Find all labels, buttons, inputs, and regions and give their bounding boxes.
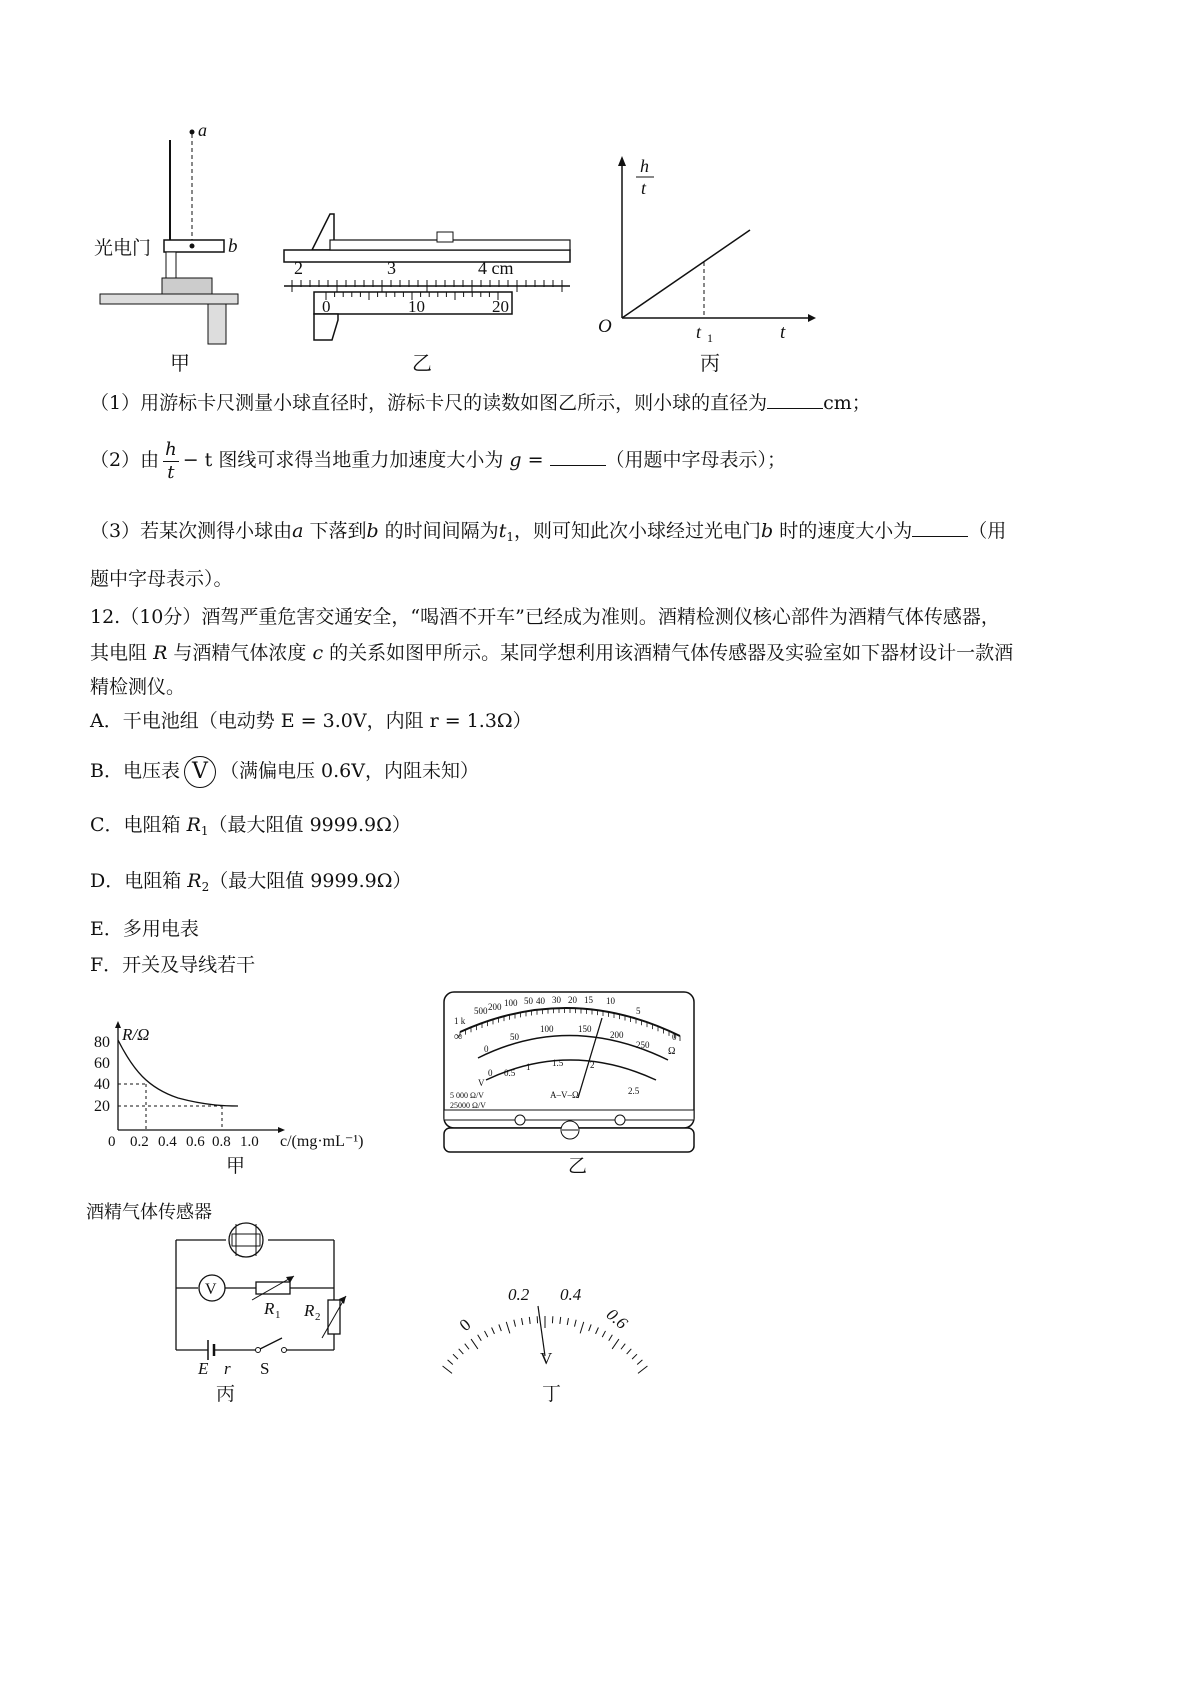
- dial-15: 15: [584, 995, 593, 1005]
- q12-line2: [90, 640, 1013, 666]
- q3-text-d: ，则可知此次小球经过光电门: [513, 520, 761, 542]
- q2-var-g: g: [509, 449, 522, 471]
- mid-50: 50: [510, 1032, 519, 1042]
- caption-yi-bottom: 乙: [568, 1156, 588, 1177]
- q2-text-b: − t 图线可求得当地重力加速度大小为: [182, 449, 504, 471]
- figure-jia-top: [90, 120, 260, 400]
- vernier-10: 10: [408, 297, 425, 316]
- mid-250: 250: [636, 1040, 650, 1050]
- sensor-label: 酒精气体传感器: [86, 1202, 212, 1222]
- option-c-R: R: [186, 814, 201, 836]
- option-d: [90, 868, 412, 900]
- rc-ylabel: R/Ω: [122, 1025, 150, 1044]
- q2-blank: [550, 447, 606, 466]
- rc-xlabel: c/(mg·mL⁻¹): [280, 1133, 364, 1150]
- q3-text-e: 时的速度大小为: [773, 520, 913, 542]
- dial-40: 40: [536, 996, 545, 1006]
- option-d-detail: （最大阻值 9999.9Ω）: [209, 870, 412, 892]
- dial-10: 10: [606, 996, 615, 1006]
- q2-fraction: [163, 439, 179, 484]
- caption-bing-top: 丙: [700, 353, 720, 375]
- v-mark: V: [478, 1078, 485, 1088]
- option-a: A．干电池组（电动势 E = 3.0V，内阻 r = 1.3Ω）: [90, 710, 532, 732]
- option-c-sub: 1: [200, 824, 209, 838]
- q3-text-c: 的时间间隔为: [378, 520, 499, 542]
- low-0: 0: [488, 1068, 493, 1078]
- q12-line2a: 其电阻: [90, 642, 148, 664]
- q12-line2c: 的关系如图甲所示。某同学想利用该酒精气体传感器及实验室如下器材设计一款酒: [323, 642, 1014, 664]
- dial-200: 200: [488, 1002, 502, 1012]
- option-d-label: D．电阻箱: [90, 870, 182, 892]
- dial-5: 5: [636, 1006, 641, 1016]
- figure-yi-vernier: [282, 200, 572, 400]
- switch-icon: [260, 1338, 282, 1349]
- label-e: E: [198, 1359, 209, 1378]
- option-c-detail: （最大阻值 9999.9Ω）: [208, 814, 411, 836]
- q2-text-d: （用题中字母表示）；: [605, 449, 787, 471]
- spec-2: 25000 Ω/V: [450, 1101, 486, 1110]
- q12-c: c: [312, 642, 324, 664]
- q3-blank: [912, 518, 968, 537]
- option-e: E．多用电表: [90, 918, 199, 940]
- q3-text-b: 下落到: [303, 520, 367, 542]
- label-r1: R: [264, 1299, 275, 1318]
- point-a-label: a: [198, 120, 207, 140]
- ding-v: V: [540, 1349, 553, 1368]
- option-b-detail: （满偏电压 0.6V，内阻未知）: [219, 760, 479, 782]
- figure-bing-graph: [590, 150, 820, 400]
- caption-ding: 丁: [542, 1384, 562, 1405]
- ding-04: 0.4: [560, 1285, 582, 1304]
- circuit-v: V: [205, 1281, 217, 1298]
- q3-t-sub: 1: [506, 530, 514, 544]
- mid-150: 150: [578, 1024, 592, 1034]
- avo-label: A–V–Ω: [550, 1090, 579, 1100]
- low-2: 2: [590, 1060, 595, 1070]
- xtick-06: 0.6: [186, 1134, 205, 1150]
- origin-label: O: [598, 316, 612, 337]
- vernier-0: 0: [322, 297, 331, 316]
- q12-line1: 12.（10分）酒驾严重危害交通安全，“喝酒不开车”已经成为准则。酒精检测仪核心部件为酒精气体传感器，: [90, 606, 1000, 628]
- q3-b2: b: [760, 520, 774, 542]
- figure-ding-scale: [455, 1276, 650, 1406]
- q1-unit: cm；: [823, 392, 871, 414]
- xtick-02: 0.2: [130, 1134, 149, 1150]
- yaxis-den: t: [641, 178, 647, 198]
- low-25: 2.5: [628, 1086, 640, 1096]
- label-r2: R: [304, 1301, 315, 1320]
- option-c-label: C．电阻箱: [90, 814, 181, 836]
- option-d-R: R: [187, 870, 202, 892]
- ding-06: 0.6: [602, 1304, 632, 1333]
- main-scale-2: 2: [294, 258, 303, 278]
- ding-02: 0.2: [508, 1285, 530, 1304]
- label-r2-sub: 2: [315, 1311, 321, 1323]
- q2-frac-num: h: [165, 438, 177, 460]
- xtick-08: 0.8: [212, 1134, 231, 1150]
- t1-sub: 1: [707, 331, 713, 345]
- q3-a: a: [292, 520, 304, 542]
- ytick-20: 20: [94, 1098, 110, 1115]
- point-a-dot: [190, 130, 195, 135]
- caption-jia-bottom: 甲: [226, 1156, 246, 1177]
- label-s: S: [260, 1359, 270, 1378]
- dial-20: 20: [568, 995, 577, 1005]
- ding-0: 0: [455, 1314, 475, 1335]
- point-b-label: b: [228, 236, 238, 257]
- q3-b: b: [366, 520, 379, 542]
- option-c: [90, 812, 411, 844]
- q2-eq: =: [521, 449, 550, 471]
- mid-200: 200: [610, 1030, 624, 1040]
- q1-blank: [767, 390, 823, 409]
- option-b: [90, 756, 479, 788]
- yaxis-num: h: [640, 156, 649, 176]
- figure-jia-rc-graph: [88, 1020, 398, 1180]
- question-3: [90, 518, 1006, 550]
- figure-yi-multimeter: [440, 988, 700, 1178]
- figure-bing-circuit: [86, 1196, 376, 1406]
- low-05: 0.5: [504, 1068, 516, 1078]
- q3-t: t: [498, 520, 507, 542]
- dial-infinity: ∞: [454, 1029, 463, 1043]
- xaxis-label: t: [780, 322, 786, 343]
- option-d-sub: 2: [201, 880, 210, 894]
- dial-500: 500: [474, 1006, 488, 1016]
- main-scale-3: 3: [387, 258, 396, 278]
- voltmeter-symbol-icon: V: [184, 756, 216, 788]
- dial-0: 0: [672, 1032, 677, 1042]
- dial-100: 100: [504, 998, 518, 1008]
- dial-1k: 1 k: [454, 1016, 466, 1026]
- vernier-20: 20: [492, 297, 509, 316]
- dial-ohm: Ω: [668, 1046, 676, 1057]
- spec-1: 5 000 Ω/V: [450, 1091, 484, 1100]
- low-1: 1: [526, 1062, 531, 1072]
- label-r1-sub: 1: [275, 1309, 281, 1321]
- option-b-label: B．电压表: [90, 760, 180, 782]
- q12-line3: 精检测仪。: [90, 676, 186, 698]
- q2-text-a: （2）由: [90, 449, 160, 471]
- option-f: F．开关及导线若干: [90, 954, 256, 976]
- main-scale-4cm: 4 cm: [478, 258, 514, 278]
- mid-100: 100: [540, 1024, 554, 1034]
- xtick-0: 0: [108, 1134, 116, 1150]
- q12-line2b: 与酒精气体浓度: [167, 642, 307, 664]
- xtick-04: 0.4: [158, 1134, 177, 1150]
- q12-R: R: [153, 642, 168, 664]
- ytick-60: 60: [94, 1055, 110, 1072]
- q2-frac-den: t: [167, 461, 175, 483]
- ytick-80: 80: [94, 1034, 110, 1051]
- dial-50: 50: [524, 996, 533, 1006]
- ytick-40: 40: [94, 1076, 110, 1093]
- low-15: 1.5: [552, 1058, 564, 1068]
- question-1: [90, 390, 871, 416]
- caption-jia-top: 甲: [170, 353, 190, 375]
- question-3-line2: 题中字母表示）。: [90, 568, 233, 590]
- label-r: r: [224, 1359, 231, 1378]
- t1-label: t: [696, 322, 702, 342]
- q3-text-a: （3）若某次测得小球由: [90, 520, 293, 542]
- dial-30: 30: [552, 995, 561, 1005]
- question-2: [90, 438, 786, 484]
- caption-bing-bottom: 丙: [216, 1384, 236, 1405]
- mid-0: 0: [484, 1044, 489, 1054]
- q3-text-f: （用: [968, 520, 1007, 542]
- caption-yi-top: 乙: [412, 353, 432, 375]
- xtick-10: 1.0: [240, 1134, 259, 1150]
- q1-text: （1）用游标卡尺测量小球直径时，游标卡尺的读数如图乙所示，则小球的直径为: [90, 392, 768, 414]
- photogate-label: 光电门: [94, 238, 152, 259]
